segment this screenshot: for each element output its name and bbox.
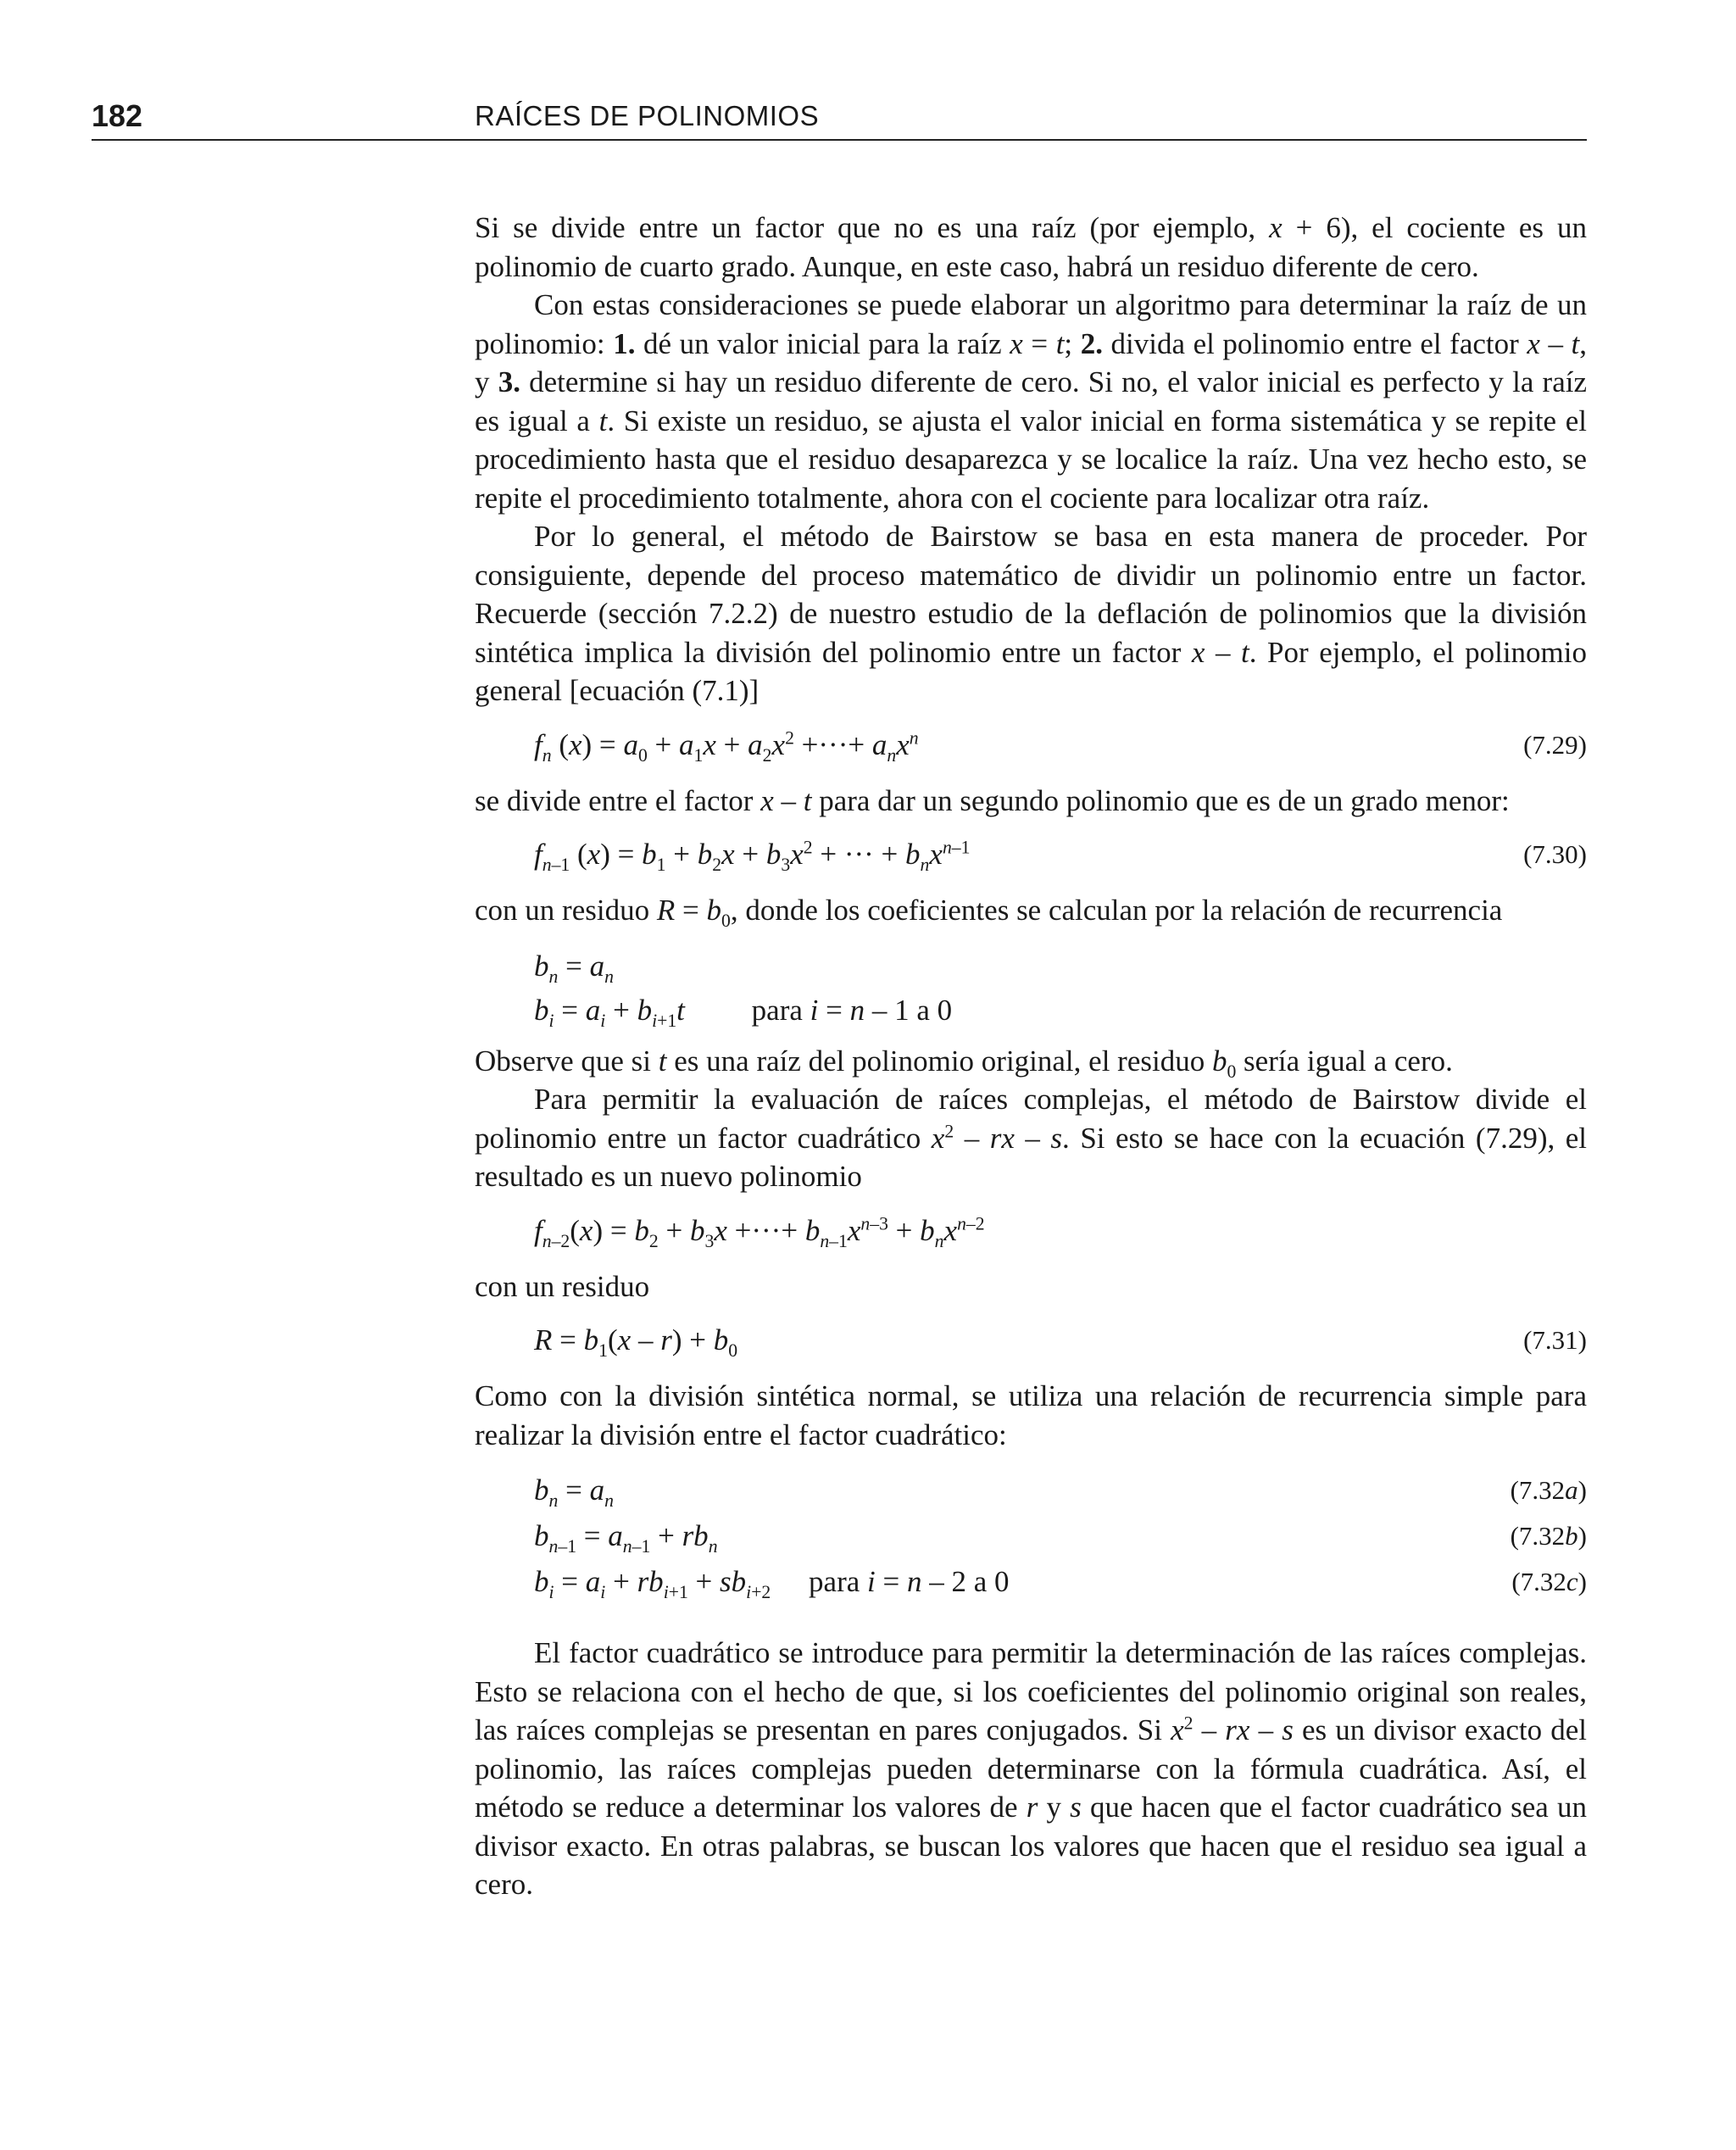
page-number: 182 bbox=[92, 98, 143, 133]
equation-7-31-expression: $R = b_1(x - r) + b_0$ bbox=[534, 1323, 738, 1361]
paragraph-3: Por lo general, el método de Bairstow se basa en esta manera de proceder. Por consiguiente, depende del proceso matemático de dividir un polinomio entre un factor. Recuerde (sección 7.2.2) de nuestro estudio de la deflación de polinomios que la división sintética implica la división del polinomio entre un factor x – t. Por ejemplo, el polinomio general [ecuación (7.1)] bbox=[475, 520, 1587, 707]
equation-7-32a bbox=[475, 1471, 1587, 1510]
equation-number: (7.32c) bbox=[1511, 1567, 1587, 1596]
equation-number: (7.30) bbox=[1523, 839, 1587, 869]
equation-7-30-expression: $f_{n-1}$ $(x) = b_1 + b_2x + b_3x^2$ + ··· + $b_nx^{n-1}$ bbox=[534, 837, 971, 875]
recurrence-2-condition: para i = n – 1 a 0 bbox=[751, 993, 953, 1027]
equation-number: (7.32b) bbox=[1510, 1521, 1587, 1551]
paragraph-4: se divide entre el factor x – t para dar un segundo polinomio que es de un grado menor: bbox=[475, 783, 1510, 817]
paragraph-2: Con estas consideraciones se puede elaborar un algoritmo para determinar la raíz de un polinomio: 1. dé un valor inicial para la raíz x = t; 2. divida el polinomio entre el factor x – t, y 3. determine si hay un residuo diferente de cero. Si no, el valor inicial es perfecto y la raíz es igual a t. Si existe un residuo, se ajusta el valor inicial en forma sistemática y se repite el procedimiento hasta que el residuo desaparezca y se localice la raíz. Una vez hecho esto, se repite el procedimiento totalmente, ahora con el cociente para localizar otra raíz. bbox=[475, 288, 1587, 515]
equation-quotient-expression: $f_{n-2}(x) = b_2 + b_3x$ +···+ $b_{n-1}x^{n-3} + b_nx^{n-2}$ bbox=[534, 1212, 985, 1251]
equation-7-32b bbox=[475, 1517, 1587, 1556]
equation-7-31 bbox=[475, 1321, 1587, 1360]
paragraph-5: con un residuo $R = b_0$, donde los coeficientes se calculan por la relación de recurrencia bbox=[475, 894, 1503, 931]
running-header bbox=[92, 95, 1587, 141]
paragraph-6: Observe que si t es una raíz del polinomio original, el residuo $b_0$ sería igual a cero. bbox=[475, 1044, 1453, 1082]
recurrence-2-expression: $b_i = a_i + b_{i+1}t$ bbox=[534, 993, 685, 1031]
paragraph-8: con un residuo bbox=[475, 1269, 650, 1303]
equation-7-32c bbox=[475, 1562, 1587, 1601]
paragraph-1: Si se divide entre un factor que no es una raíz (por ejemplo, x + 6), el cociente es un polinomio de cuarto grado. Aunque, en este caso, habrá un residuo diferente de cero. bbox=[475, 211, 1587, 283]
recurrence-2 bbox=[475, 991, 1587, 1030]
equation-number: (7.32a) bbox=[1510, 1475, 1587, 1505]
equation-7-32a-expression: $b_n = a_n$ bbox=[534, 1473, 614, 1511]
equation-7-32c-expression: $b_i = a_i + rb_{i+1} + sb_{i+2}$ bbox=[534, 1565, 771, 1602]
equation-number: (7.31) bbox=[1523, 1325, 1587, 1355]
paragraph-7: Para permitir la evaluación de raíces complejas, el método de Bairstow divide el polinomio entre un factor cuadrático $x^2$ – rx – s. Si esto se hace con la ecuación (7.29), el resultado es un nuevo polinomio bbox=[475, 1083, 1588, 1193]
equation-7-29 bbox=[475, 726, 1587, 765]
recurrence-1-expression: $b_n = a_n$ bbox=[534, 949, 614, 987]
equation-number: (7.29) bbox=[1523, 729, 1587, 760]
paragraph-10: El factor cuadrático se introduce para permitir la determinación de las raíces complejas. Esto se relaciona con el hecho de que, si los coeficientes del polinomio original son reales, las raíces complejas se presentan en pares conjugados. Si $x^2$ – rx – s es un divisor exacto del polinomio, las raíces complejas pueden determinarse con la fórmula cuadrática. Así, el método se reduce a determinar los valores de r y s que hacen que el factor cuadrático sea un divisor exacto. En otras palabras, se buscan los valores que hacen que el residuo sea igual a cero. bbox=[475, 1636, 1588, 1901]
equation-quotient-fn-2 bbox=[475, 1211, 1587, 1250]
equation-7-32c-condition: para i = n – 2 a 0 bbox=[809, 1565, 1010, 1598]
equation-7-30 bbox=[475, 835, 1587, 874]
equation-7-29-expression: $f_n$ $(x) = a_0 + a_1x + a_2x^2$ +···+ $a_nx^n$ bbox=[534, 727, 919, 766]
equation-7-32b-expression: $b_{n-1} = a_{n-1} + rb_n$ bbox=[534, 1519, 718, 1557]
paragraph-9: Como con la división sintética normal, se utiliza una relación de recurrencia simple para realizar la división entre el factor cuadrático: bbox=[475, 1379, 1587, 1451]
recurrence-1 bbox=[475, 947, 1587, 986]
body-text bbox=[475, 209, 1587, 1904]
running-title: RAÍCES DE POLINOMIOS bbox=[475, 100, 820, 131]
